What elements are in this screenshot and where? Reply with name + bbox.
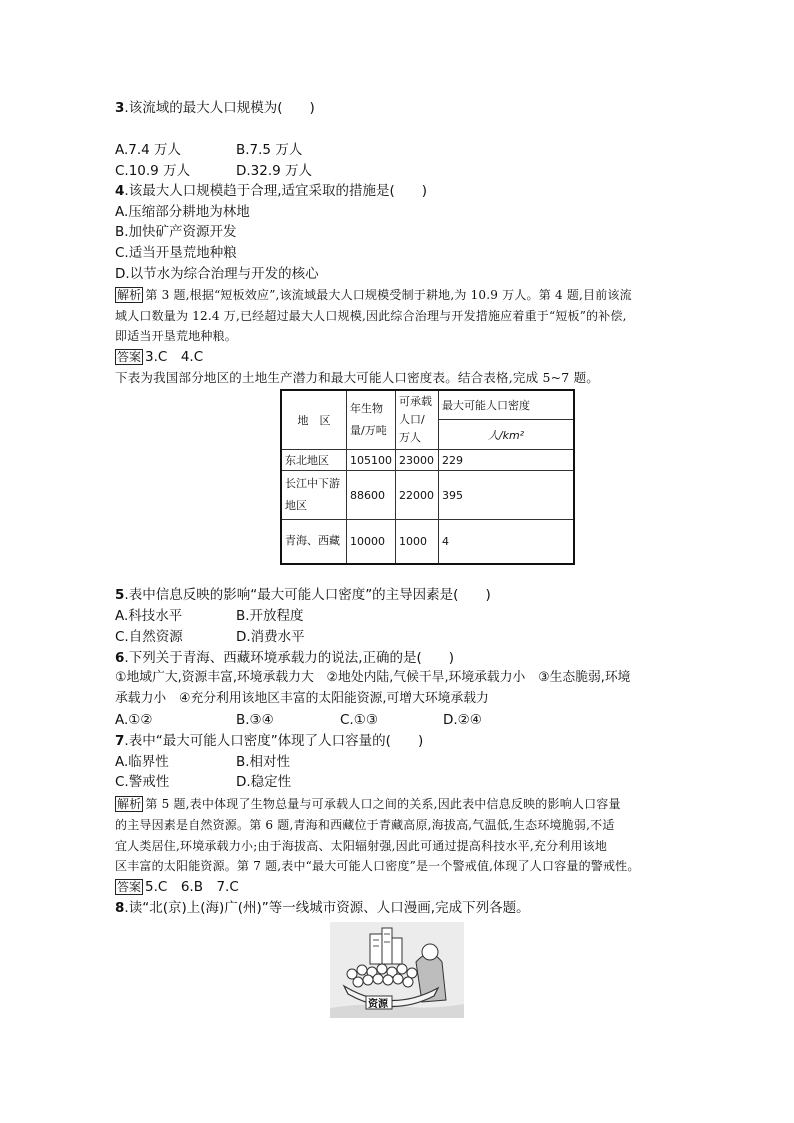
answer-2: 答案 5.C 6.B 7.C [117,879,239,895]
q5-option-a: A.科技水平 [115,608,183,624]
explanation-2-line-4: 区丰富的太阳能资源。第 7 题,表中“最大可能人口密度”是一个警戒值,体现了人口容量的警戒性。 [115,859,640,873]
question-5-stem: 5.表中信息反映的影响“最大可能人口密度”的主导因素是( ) [115,587,491,603]
q4-option-c: C.适当开垦荒地种粮 [115,245,237,261]
cartoon-label: 资源 [368,999,388,1010]
cell-biomass: 88600 [347,471,396,520]
q7-option-d: D.稳定性 [236,774,292,790]
explanation-2-line-2: 的主导因素是自然资源。第 6 题,青海和西藏位于青藏高原,海拔高,气温低,生态环境脆弱,不适 [115,818,615,832]
cell-population: 22000 [396,471,439,520]
header-region: 地 区 [281,390,347,450]
q3-option-c: C.10.9 万人 [115,163,191,179]
q6-statements-line-2: 承载力小 ④充分利用该地区丰富的太阳能资源,可增大环境承载力 [115,691,489,706]
question-7-stem: 7.表中“最大可能人口密度”体现了人口容量的( ) [115,733,424,749]
table-row [281,450,574,471]
q6-option-d: D.②④ [443,712,482,728]
q6-option-a: A.①② [115,712,153,728]
q6-option-b: B.③④ [236,712,274,728]
explanation-2-line-1: 解析 第 5 题,表中体现了生物总量与可承载人口之间的关系,因此表中信息反映的影响人口容量 [117,797,621,811]
cell-population: 1000 [396,520,439,564]
header-population: 可承载人口/万人 [396,390,439,450]
q5-option-d: D.消费水平 [236,629,305,645]
question-8-stem: 8.读“北(京)上(海)广(州)”等一线城市资源、人口漫画,完成下列各题。 [115,900,530,916]
question-4-stem: 4.该最大人口规模趋于合理,适宜采取的措施是( ) [115,183,428,199]
cell-region: 青海、西藏 [281,520,347,564]
q7-option-c: C.警戒性 [115,774,170,790]
q6-statements-line-1: ①地域广大,资源丰富,环境承载力大 ②地处内陆,气候干旱,环境承载力小 ③生态脆弱,环境 [115,670,631,685]
q7-option-a: A.临界性 [115,754,169,770]
table-row [281,471,574,520]
land-potential-table [280,389,575,565]
explanation-tag: 解析 [117,797,142,811]
answer-1: 答案 3.C 4.C [117,349,204,365]
resource-population-cartoon [330,922,464,1018]
table-row [281,520,574,564]
header-biomass: 年生物量/万吨 [347,390,396,450]
question-3-stem: 3.该流域的最大人口规模为( ) [115,100,315,116]
table-intro: 下表为我国部分地区的土地生产潜力和最大可能人口密度表。结合表格,完成 5~7 题。 [115,370,600,385]
explanation-2-line-3: 宜人类居住,环境承载力小;由于海拔高、太阳辐射强,因此可通过提高科技水平,充分利用该地 [115,839,608,853]
q3-option-b: B.7.5 万人 [236,142,303,158]
explanation-tag: 解析 [117,288,142,302]
cell-region: 东北地区 [281,450,347,471]
cell-population: 23000 [396,450,439,471]
answer-tag: 答案 [117,880,142,894]
header-density-unit: 人/km² [439,420,575,450]
q4-option-a: A.压缩部分耕地为林地 [115,204,250,220]
cell-region: 长江中下游地区 [281,471,347,520]
explanation-1-line-2: 域人口数量为 12.4 万,已经超过最大人口规模,因此综合治理与开发措施应着重于“短板”的补偿, [115,309,627,323]
cell-biomass: 105100 [347,450,396,471]
cell-density: 4 [439,520,575,564]
explanation-1-line-1: 解析 第 3 题,根据“短板效应”,该流域最大人口规模受制于耕地,为 10.9 万人。第 4 题,目前该流 [117,288,632,302]
question-6-stem: 6.下列关于青海、西藏环境承载力的说法,正确的是( ) [115,650,455,666]
cartoon-drawing [330,922,464,1018]
q4-option-d: D.以节水为综合治理与开发的核心 [115,266,319,282]
answer-tag: 答案 [117,350,142,364]
q7-option-b: B.相对性 [236,754,291,770]
q5-option-c: C.自然资源 [115,629,183,645]
cell-biomass: 10000 [347,520,396,564]
explanation-1-line-3: 即适当开垦荒地种粮。 [115,329,238,343]
q4-option-b: B.加快矿产资源开发 [115,224,237,240]
q3-option-a: A.7.4 万人 [115,142,182,158]
q3-option-d: D.32.9 万人 [236,163,313,179]
q5-option-b: B.开放程度 [236,608,304,624]
q6-option-c: C.①③ [340,712,378,728]
cell-density: 229 [439,450,575,471]
header-density: 最大可能人口密度 [439,390,575,420]
cell-density: 395 [439,471,575,520]
